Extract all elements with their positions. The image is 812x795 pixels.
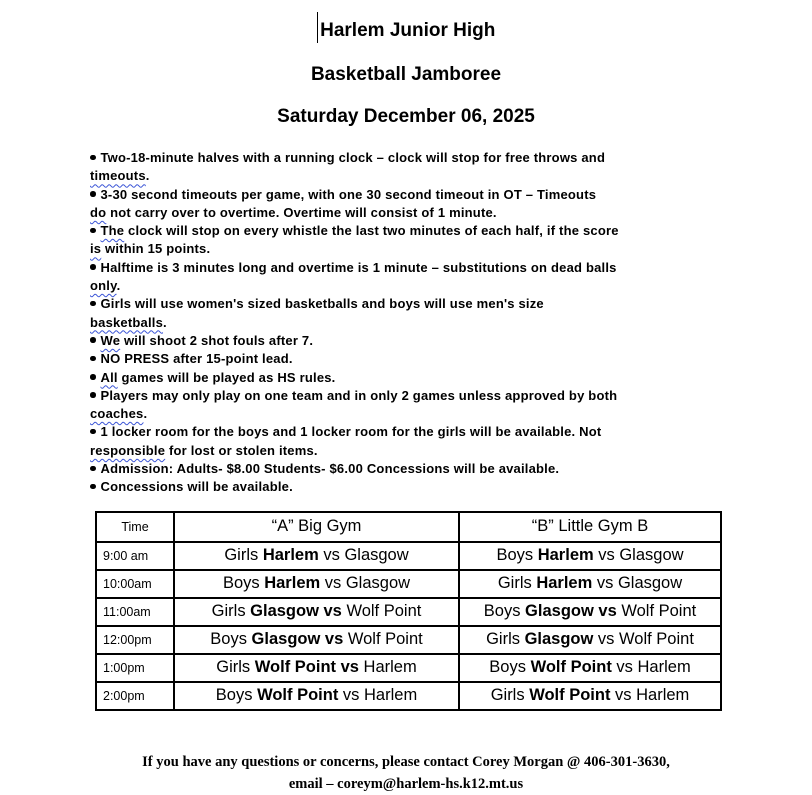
- rule-line: [90, 387, 812, 405]
- gym-b-cell: [459, 654, 721, 682]
- misspelled-word: responsible: [90, 442, 166, 458]
- col-header-gym-b: “B” Little Gym B: [459, 512, 721, 542]
- gym-b-cell: [459, 626, 721, 654]
- text-segment: games will be played as HS rules.: [117, 369, 336, 385]
- misspelled-word: timeouts: [90, 168, 146, 184]
- title-text: Saturday December 06, 2025: [277, 106, 535, 127]
- misspelled-word: coaches: [90, 406, 144, 422]
- rule-line: [90, 460, 812, 478]
- gym-a-cell: [174, 542, 459, 570]
- misspelled-word: do: [90, 204, 107, 220]
- footer-line1: If you have any questions or concerns, please contact Corey Morgan @ 406-301-3630,: [142, 753, 670, 770]
- rule-line: [90, 259, 812, 277]
- schedule-row: [96, 598, 721, 626]
- time-cell: 11:00am: [96, 598, 174, 626]
- bullet-icon: [90, 191, 96, 197]
- time-cell: 12:00pm: [96, 626, 174, 654]
- schedule-body: [96, 542, 721, 710]
- text-segment: Wolf Point: [616, 602, 697, 621]
- bullet-icon: [90, 301, 96, 307]
- text-segment: vs Glasgow: [593, 546, 684, 565]
- text-segment: Boys: [210, 630, 252, 649]
- schedule-row: [96, 570, 721, 598]
- bullet-icon: [90, 392, 96, 398]
- doc-title-line1: [0, 12, 812, 43]
- text-segment: vs Harlem: [611, 658, 691, 677]
- text-segment: Players may only play on one team and in only 2 games unless approved by both: [100, 387, 618, 403]
- text-segment: Boys: [496, 546, 538, 565]
- time-cell: 10:00am: [96, 570, 174, 598]
- col-header-gym-a: “A” Big Gym: [174, 512, 459, 542]
- title-text: Basketball Jamboree: [310, 64, 502, 85]
- text-segment: vs Glasgow: [592, 574, 683, 593]
- text-segment: not carry over to overtime. Overtime will consist of 1 minute.: [106, 204, 497, 220]
- gym-a-cell: [174, 654, 459, 682]
- text-segment: Glasgow vs: [525, 602, 617, 621]
- text-segment: Wolf Point: [257, 686, 339, 705]
- text-segment: Concessions will be available.: [100, 479, 293, 495]
- bullet-icon: [90, 356, 96, 362]
- time-cell: 2:00pm: [96, 682, 174, 710]
- text-segment: Girls: [490, 686, 530, 705]
- gym-b-cell: [459, 570, 721, 598]
- text-segment: .: [163, 314, 167, 330]
- text-segment: Admission: Adults- $8.00 Students- $6.00 Concessions will be available.: [100, 461, 560, 477]
- text-segment: Harlem: [536, 574, 593, 593]
- bullet-icon: [90, 374, 96, 380]
- rule-line: [90, 222, 812, 240]
- bullet-icon: [90, 337, 96, 343]
- text-segment: vs Harlem: [338, 686, 418, 705]
- text-segment: Boys: [222, 574, 265, 593]
- rule-line: [90, 478, 812, 496]
- misspelled-word: basketballs: [90, 314, 164, 330]
- rule-line: [90, 369, 812, 387]
- text-cursor: [317, 12, 319, 43]
- rule-line: [90, 186, 812, 204]
- rule-line: [90, 332, 812, 350]
- text-segment: within 15 points.: [101, 241, 211, 257]
- text-segment: Girls: [497, 574, 537, 593]
- bullet-icon: [90, 429, 96, 435]
- rule-line: [90, 423, 812, 441]
- misspelled-word: The: [100, 223, 125, 239]
- text-segment: Harlem: [358, 658, 417, 677]
- text-segment: NO PRESS after 15-point lead.: [100, 351, 293, 367]
- text-segment: Boys: [489, 658, 531, 677]
- text-segment: Harlem: [537, 546, 594, 565]
- text-segment: Halftime is 3 minutes long and overtime is 1 minute – substitutions on dead balls: [100, 259, 617, 275]
- text-segment: Two-18-minute halves with a running clock – clock will stop for free throws and: [100, 150, 606, 165]
- text-segment: Girls: [224, 546, 263, 565]
- text-segment: Wolf Point: [341, 602, 422, 621]
- gym-b-cell: [459, 542, 721, 570]
- misspelled-word: is: [90, 241, 102, 257]
- schedule-row: [96, 654, 721, 682]
- schedule-row: [96, 626, 721, 654]
- text-segment: vs Wolf Point: [593, 630, 694, 649]
- rule-line: [90, 149, 812, 167]
- text-segment: clock will stop on every whistle the last two minutes of each half, if the score: [124, 223, 619, 239]
- text-segment: vs Harlem: [610, 686, 690, 705]
- text-segment: 1 locker room for the boys and 1 locker room for the girls will be available. Not: [100, 424, 602, 440]
- bullet-icon: [90, 228, 96, 234]
- text-segment: Wolf Point: [530, 658, 612, 677]
- time-cell: 1:00pm: [96, 654, 174, 682]
- text-segment: 3-30 second timeouts per game, with one 30 second timeout in OT – Timeouts: [100, 186, 597, 202]
- schedule-table: [95, 511, 722, 711]
- gym-b-cell: [459, 682, 721, 710]
- rule-line: [90, 350, 812, 368]
- title-text: Harlem Junior High: [320, 20, 496, 41]
- text-segment: vs Glasgow: [320, 574, 411, 593]
- bullet-icon: [90, 466, 96, 472]
- misspelled-word: only: [90, 278, 117, 294]
- rule-line: [90, 295, 812, 313]
- text-segment: Girls: [486, 630, 525, 649]
- text-segment: Wolf Point: [529, 686, 611, 705]
- text-segment: will shoot 2 shot fouls after 7.: [120, 332, 314, 348]
- bullet-icon: [90, 155, 96, 161]
- text-segment: .: [116, 278, 121, 294]
- rule-line: [90, 314, 812, 332]
- text-segment: Girls will use women's sized basketballs and boys will use men's size: [100, 296, 544, 312]
- text-segment: Harlem: [264, 574, 321, 593]
- text-segment: Girls: [211, 602, 251, 621]
- schedule-header-row: [96, 512, 721, 542]
- time-cell: 9:00 am: [96, 542, 174, 570]
- rule-line: [90, 442, 812, 460]
- gym-a-cell: [174, 626, 459, 654]
- text-segment: Wolf Point vs: [254, 658, 359, 677]
- text-segment: Glasgow vs: [251, 630, 344, 649]
- footer-line2: email – coreym@harlem-hs.k12.mt.us: [288, 775, 524, 792]
- misspelled-word: We: [100, 332, 121, 348]
- text-segment: Boys: [483, 602, 526, 621]
- text-segment: .: [143, 406, 148, 422]
- text-segment: Glasgow: [524, 630, 594, 649]
- rule-line: [90, 167, 812, 185]
- bullet-icon: [90, 484, 96, 490]
- gym-b-cell: [459, 598, 721, 626]
- text-segment: Glasgow vs: [250, 602, 342, 621]
- rule-line: [90, 405, 812, 423]
- rule-line: [90, 240, 812, 258]
- doc-title-line2: [0, 65, 812, 85]
- text-segment: Harlem: [262, 546, 319, 565]
- rule-line: [90, 277, 812, 295]
- gym-a-cell: [174, 570, 459, 598]
- text-segment: Wolf Point: [343, 630, 423, 649]
- gym-a-cell: [174, 598, 459, 626]
- schedule-row: [96, 682, 721, 710]
- doc-title-line3: [0, 107, 812, 127]
- text-segment: for lost or stolen items.: [165, 442, 318, 458]
- rules-list: [90, 149, 812, 497]
- gym-a-cell: [174, 682, 459, 710]
- text-segment: vs Glasgow: [318, 546, 409, 565]
- text-segment: Girls: [216, 658, 255, 677]
- text-segment: .: [145, 168, 150, 184]
- misspelled-word: All: [100, 369, 118, 385]
- rule-line: [90, 204, 812, 222]
- text-segment: Boys: [215, 686, 258, 705]
- bullet-icon: [90, 264, 96, 270]
- col-header-time: Time: [96, 512, 174, 542]
- schedule-row: [96, 542, 721, 570]
- footer-contact: [0, 751, 812, 795]
